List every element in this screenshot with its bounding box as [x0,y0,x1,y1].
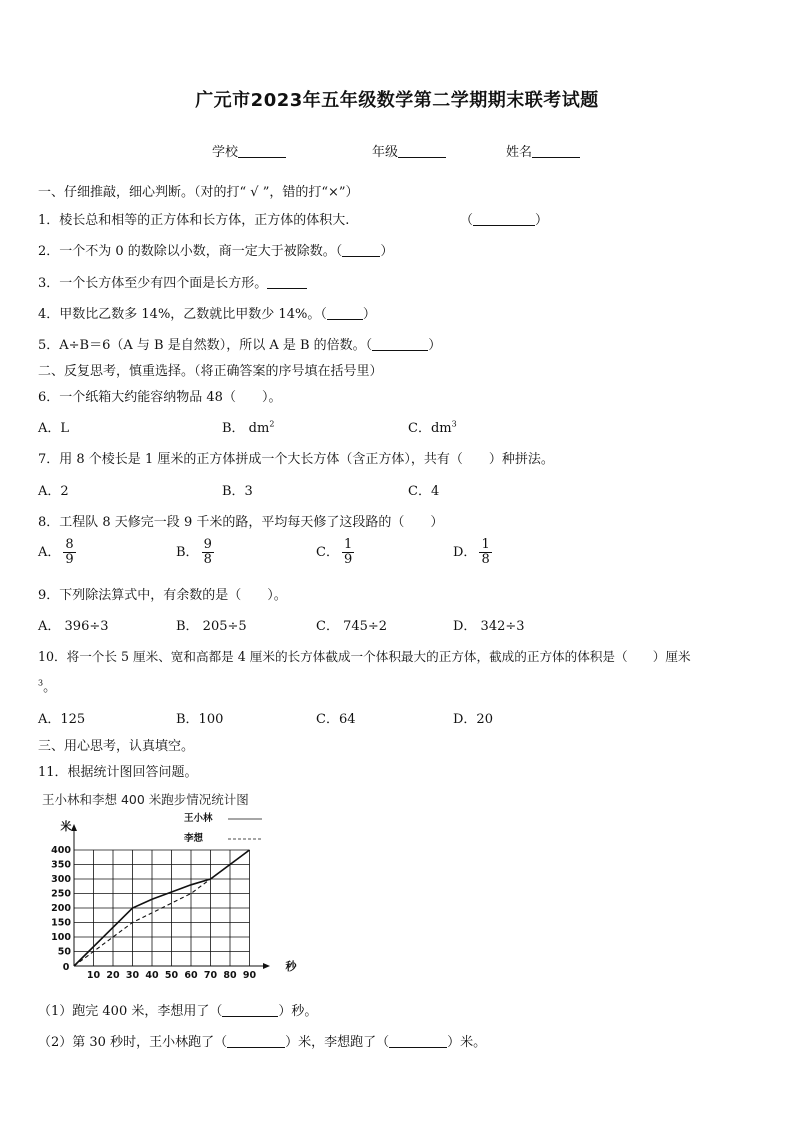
q8-option-d[interactable]: D． $\frac{1}{8}$ [453,537,490,567]
y-tick-label: 300 [51,874,71,885]
name-blank[interactable] [532,145,580,158]
q7-option-b[interactable]: B．3 [222,484,253,499]
legend-label-2: 李想 [184,833,204,844]
y-tick-label: 50 [57,946,71,958]
question-11-part-2: （2）第 30 秒时，王小林跑了（ ）米，李想跑了（ ）米。 [38,1035,487,1050]
q10-option-b[interactable]: B．100 [176,712,224,727]
page-title: 广元市2023年五年级数学第二学期期末联考试题 [195,90,599,111]
section-3-heading: 三、用心思考，认真填空。 [38,739,195,754]
fraction: $\frac{8}{9}$ [65,537,74,567]
legend-label-1: 王小林 [184,813,213,824]
answer-blank[interactable] [327,307,363,320]
y-tick-label: 400 [51,845,71,856]
question-4: 4．甲数比乙数多 14%，乙数就比甲数少 14%。（ ） [38,307,376,322]
section-1-heading: 一、仔细推敲，细心判断。（对的打“ √ ”，错的打“×”） [38,185,359,200]
q8-option-c[interactable]: C． $\frac{1}{9}$ [316,537,353,567]
question-11: 11．根据统计图回答问题。 [38,765,198,780]
school-label: 学校 [212,145,239,160]
q7-option-c[interactable]: C．4 [408,484,440,499]
question-6: 6．一个纸箱大约能容纳物品 48（ ）。 [38,390,282,405]
y-tick-label: 250 [51,888,71,900]
answer-blank[interactable] [372,338,428,351]
x-tick-label: 30 [125,970,140,978]
q10-option-a[interactable]: A．125 [38,712,86,727]
running-chart [34,788,304,978]
x-tick-label: 90 [242,970,257,978]
q9-option-b[interactable]: B． 205÷5 [176,619,247,634]
question-1 [38,209,349,228]
x-tick-label: 70 [203,970,218,978]
q9-option-d[interactable]: D． 342÷3 [453,619,525,634]
q6-option-c[interactable]: C．$dm^3$ [408,419,457,436]
answer-blank[interactable] [473,213,535,226]
fraction: $\frac{1}{9}$ [343,537,353,567]
answer-blank[interactable] [267,276,307,289]
q8-option-a[interactable]: A． $\frac{8}{9}$ [38,537,74,567]
q9-option-c[interactable]: C． 745÷2 [316,619,388,634]
y-tick-label: 100 [51,932,71,943]
chart-title: 王小林和李想 400 米跑步情况统计图 [42,792,249,807]
name-field[interactable] [506,141,580,160]
answer-blank[interactable] [389,1035,447,1048]
x-axis-label: 秒 [285,960,297,973]
q6-option-b[interactable]: B． $dm^2$ [222,419,275,436]
school-blank[interactable] [238,145,286,158]
x-tick-label: 60 [184,970,198,978]
y-tick-label: 350 [51,859,71,871]
question-10-tail: $^3$。 [38,678,57,695]
grade-blank[interactable] [398,145,446,158]
x-tick-label: 50 [164,970,179,978]
question-1-text: 1．棱长总和相等的正方体和长方体，正方体的体积大. [38,213,350,228]
y-axis-arrow [71,824,77,831]
q6-option-a[interactable]: A．L [38,421,70,436]
question-3: 3．一个长方体至少有四个面是长方形。 [38,272,307,291]
question-2: 2．一个不为 0 的数除以小数，商一定大于被除数。（ ） [38,244,394,259]
y-tick-label: 150 [51,917,71,929]
grade-label: 年级 [372,145,399,160]
answer-blank[interactable] [227,1035,285,1048]
question-1-answer[interactable]: （ ） [460,213,549,228]
grade-field[interactable] [372,141,446,160]
y-axis-label: 米 [60,820,72,833]
question-5: 5．A÷B＝6（A 与 B 是自然数），所以 A 是 B 的倍数。（ ） [38,338,442,353]
fraction: $\frac{1}{8}$ [481,537,490,567]
y-tick-label: 200 [51,903,71,914]
question-11-part-1: （1）跑完 400 米，李想用了（ ）秒。 [38,1004,318,1019]
question-7: 7．用 8 个棱长是 1 厘米的正方体拼成一个大长方体（含正方体），共有（ ）种拼法。 [38,452,554,467]
answer-blank[interactable] [342,244,380,257]
section-2-heading: 二、反复思考，慎重选择。（将正确答案的序号填在括号里） [38,364,383,379]
fraction: $\frac{9}{8}$ [203,537,212,567]
school-field[interactable] [212,141,286,160]
q8-option-b[interactable]: B． $\frac{9}{8}$ [176,537,212,567]
q10-option-c[interactable]: C．64 [316,712,356,727]
question-9: 9．下列除法算式中，有余数的是（ ）。 [38,588,287,603]
answer-blank[interactable] [222,1004,278,1017]
q9-option-a[interactable]: A． 396÷3 [38,619,109,634]
x-tick-label: 80 [223,970,237,978]
line-chart-svg [34,788,304,978]
q10-option-d[interactable]: D．20 [453,712,493,727]
question-10: 10．将一个长 5 厘米、宽和高都是 4 厘米的长方体截成一个体积最大的正方体，截成的正方体的体积是（ ）厘米 [38,649,691,664]
question-8: 8．工程队 8 天修完一段 9 千米的路，平均每天修了这段路的（ ） [38,515,444,530]
q7-option-a[interactable]: A．2 [38,484,69,499]
name-label: 姓名 [506,145,533,160]
origin-label: 0 [62,962,70,973]
x-tick-label: 40 [145,970,159,978]
x-tick-label: 10 [86,970,101,978]
x-axis-arrow [263,963,270,969]
x-tick-label: 20 [106,970,120,978]
